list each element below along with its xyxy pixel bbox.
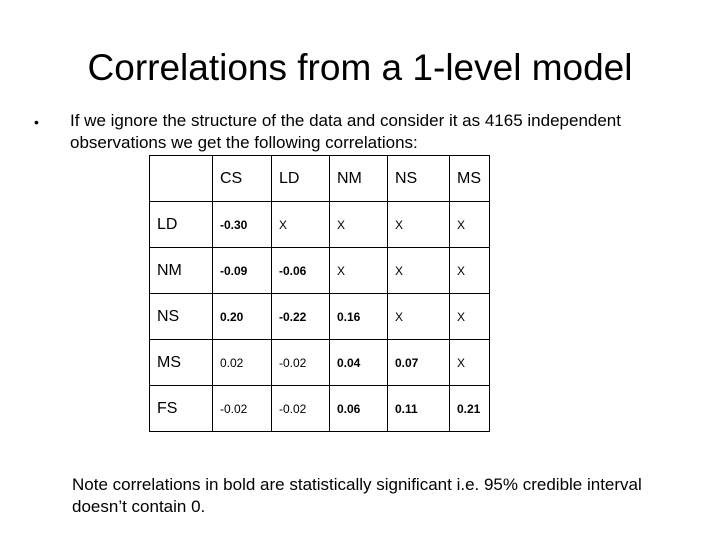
column-header: NS: [388, 156, 450, 202]
column-header: NM: [330, 156, 388, 202]
correlation-cell: X: [450, 202, 490, 248]
correlation-cell: 0.20: [213, 294, 272, 340]
correlation-cell: -0.30: [213, 202, 272, 248]
table-row: [150, 202, 490, 248]
correlation-cell: -0.22: [272, 294, 330, 340]
correlation-cell: 0.16: [330, 294, 388, 340]
correlation-cell: -0.02: [213, 386, 272, 432]
correlation-cell: -0.06: [272, 248, 330, 294]
column-header: MS: [450, 156, 490, 202]
footnote: Note correlations in bold are statistically significant i.e. 95% credible interval doesn’t contain 0.: [72, 475, 642, 516]
correlation-table: [149, 155, 490, 432]
bullet-icon: •: [34, 114, 39, 130]
correlation-cell: -0.02: [272, 386, 330, 432]
correlation-cell: X: [450, 340, 490, 386]
correlation-cell: 0.11: [388, 386, 450, 432]
correlation-cell: -0.02: [272, 340, 330, 386]
row-header: NS: [150, 294, 213, 340]
correlation-cell: X: [450, 248, 490, 294]
correlation-cell: 0.07: [388, 340, 450, 386]
row-header: MS: [150, 340, 213, 386]
table-row: [150, 340, 490, 386]
correlation-cell: X: [450, 294, 490, 340]
table-row: [150, 248, 490, 294]
table-header-row: [150, 156, 490, 202]
row-header: NM: [150, 248, 213, 294]
row-header: FS: [150, 386, 213, 432]
table-row: [150, 294, 490, 340]
correlation-cell: X: [330, 248, 388, 294]
correlation-cell: X: [388, 294, 450, 340]
correlation-cell: X: [330, 202, 388, 248]
correlation-cell: 0.06: [330, 386, 388, 432]
table-row: [150, 386, 490, 432]
correlation-cell: X: [388, 248, 450, 294]
column-header: LD: [272, 156, 330, 202]
correlation-cell: 0.02: [213, 340, 272, 386]
correlation-cell: 0.21: [450, 386, 490, 432]
corner-cell: [150, 156, 213, 202]
correlation-cell: X: [272, 202, 330, 248]
correlation-cell: -0.09: [213, 248, 272, 294]
column-header: CS: [213, 156, 272, 202]
row-header: LD: [150, 202, 213, 248]
correlation-cell: X: [388, 202, 450, 248]
correlation-cell: 0.04: [330, 340, 388, 386]
page-title: Correlations from a 1-level model: [87, 47, 633, 88]
bullet-text: If we ignore the structure of the data and consider it as 4165 independent observations we get the following correlations:: [70, 111, 621, 152]
